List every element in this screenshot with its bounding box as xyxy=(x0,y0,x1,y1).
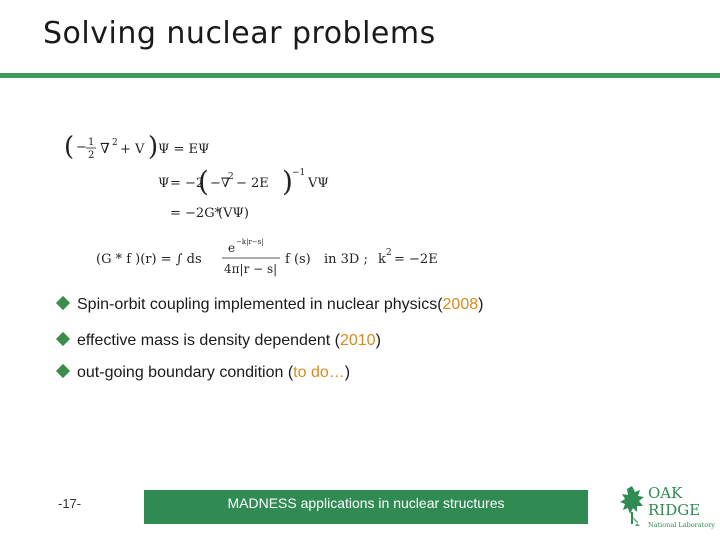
year-highlight: 2010 xyxy=(339,332,376,349)
eq-psi-e: Ψ = EΨ xyxy=(158,142,210,157)
eq-nabla-sq: 2 xyxy=(112,138,118,148)
eq-frac-minus: − xyxy=(76,140,87,155)
title-divider xyxy=(0,73,720,78)
eq2-inv: −1 xyxy=(292,168,306,178)
oak-ridge-logo xyxy=(618,482,716,532)
page-number: -17- xyxy=(58,496,82,511)
eq2-eq: = −2 xyxy=(170,176,205,191)
equation-block xyxy=(60,125,460,285)
eq-nabla: ∇ xyxy=(100,141,110,157)
eq2-psi: Ψ xyxy=(158,176,170,191)
eq4-k: k xyxy=(378,252,386,267)
eq4-eq-e: = −2E xyxy=(394,252,438,267)
footer-bar xyxy=(144,490,588,524)
eq2-paren-open: ( xyxy=(198,165,209,198)
logo-ridge: RIDGE xyxy=(648,501,701,519)
bullet-item: out-going boundary condition (to do…) xyxy=(56,364,350,382)
diamond-bullet-icon xyxy=(56,364,70,378)
eq4-in3d: in 3D ; xyxy=(324,252,368,267)
eq-paren-close: ) xyxy=(148,132,159,162)
eq-paren-open: ( xyxy=(64,132,75,162)
slide-title: Solving nuclear problems xyxy=(43,16,436,51)
diamond-bullet-icon xyxy=(56,296,70,310)
eq-plus-v: + V xyxy=(120,142,145,157)
eq2-vpsi: VΨ xyxy=(308,176,329,191)
eq3-vpsi: (VΨ) xyxy=(218,206,249,221)
year-highlight: 2008 xyxy=(442,296,479,313)
eq4-exp-sup: −k|r−s| xyxy=(236,238,264,246)
todo-highlight: to do… xyxy=(293,364,345,381)
eq4-k-sup: 2 xyxy=(386,248,392,258)
eq3-gstar: = −2G* xyxy=(170,206,222,221)
bullet-item: Spin-orbit coupling implemented in nuclear physics(2008) xyxy=(56,296,483,314)
oak-leaf-icon xyxy=(620,486,644,526)
eq4-exp: e xyxy=(228,241,236,255)
eq2-inner-sq: 2 xyxy=(228,172,234,182)
eq2-paren-close: ) xyxy=(282,165,293,198)
eq4-den: 4π|r − s| xyxy=(224,262,278,276)
logo-subtitle: National Laboratory xyxy=(648,521,715,529)
eq-frac-num: 1 xyxy=(88,137,95,148)
eq4-fs: f (s) xyxy=(285,252,311,267)
eq-frac-den: 2 xyxy=(88,150,95,161)
diamond-bullet-icon xyxy=(56,332,70,346)
logo-oak: OAK xyxy=(648,484,683,502)
eq2-m2e: − 2E xyxy=(236,176,269,191)
bullet-item: effective mass is density dependent (2010) xyxy=(56,332,381,350)
footer-text: MADNESS applications in nuclear structures xyxy=(227,495,505,511)
eq2-inner: −∇ xyxy=(210,176,230,191)
eq4-gfr: (G * f )(r) = ∫ ds xyxy=(96,252,202,267)
